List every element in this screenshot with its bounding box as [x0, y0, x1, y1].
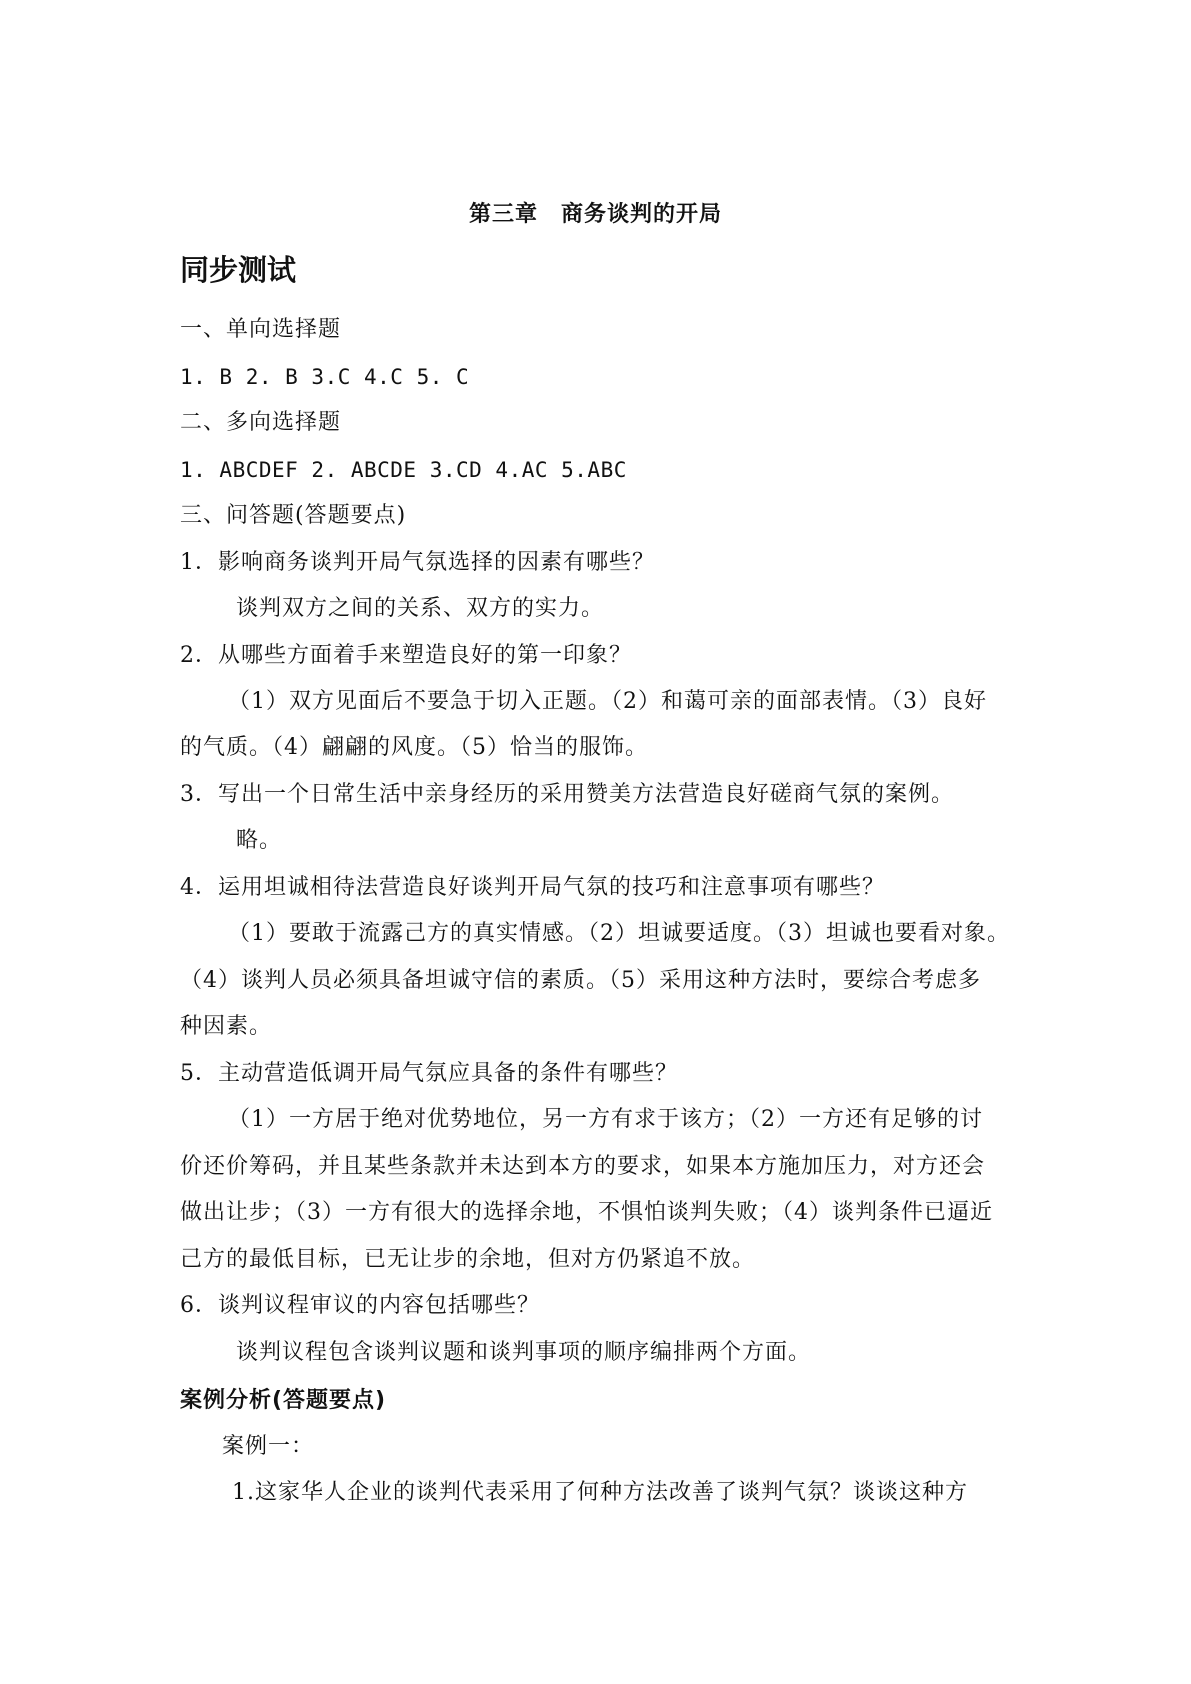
answer-4-line-1: （1）要敢于流露己方的真实情感。（2）坦诚要适度。（3）坦诚也要看对象。 [228, 921, 1010, 946]
answer-5-line-3: 做出让步；（3）一方有很大的选择余地，不惧怕谈判失败；（4）谈判条件已逼近 [180, 1200, 993, 1225]
case-analysis-heading: 案例分析(答题要点) [180, 1388, 387, 1413]
answer-2-line-1: （1）双方见面后不要急于切入正题。（2）和蔼可亲的面部表情。（3）良好 [228, 689, 987, 714]
answer-2-line-2: 的气质。（4）翩翩的风度。（5）恰当的服饰。 [180, 735, 648, 760]
question-5: 5．主动营造低调开局气氛应具备的条件有哪些？ [180, 1061, 678, 1086]
part1-answers: 1. B 2. B 3.C 4.C 5. C [180, 365, 470, 389]
question-2: 2．从哪些方面着手来塑造良好的第一印象？ [180, 643, 632, 668]
answer-6: 谈判议程包含谈判议题和谈判事项的顺序编排两个方面。 [236, 1340, 812, 1365]
question-4: 4．运用坦诚相待法营造良好谈判开局气氛的技巧和注意事项有哪些？ [180, 875, 885, 900]
part2-answers: 1. ABCDEF 2. ABCDE 3.CD 4.AC 5.ABC [180, 458, 627, 482]
answer-5-line-1: （1）一方居于绝对优势地位，另一方有求于该方；（2）一方还有足够的讨 [228, 1107, 983, 1132]
part3-heading: 三、问答题(答题要点) [180, 503, 407, 528]
case-1-label: 案例一： [222, 1434, 315, 1459]
part2-heading: 二、多向选择题 [180, 410, 342, 435]
question-3: 3．写出一个日常生活中亲身经历的采用赞美方法营造良好磋商气氛的案例。 [180, 782, 954, 807]
case-1-question-1: 1.这家华人企业的谈判代表采用了何种方法改善了谈判气氛？谈谈这种方 [232, 1480, 968, 1505]
part1-heading: 一、单向选择题 [180, 317, 342, 342]
answer-4-line-2: （4）谈判人员必须具备坦诚守信的素质。（5）采用这种方法时，要综合考虑多 [180, 968, 981, 993]
answer-4-line-3: 种因素。 [180, 1014, 273, 1039]
answer-3: 略。 [236, 828, 283, 853]
answer-5-line-4: 己方的最低目标，已无让步的余地，但对方仍紧追不放。 [180, 1247, 756, 1272]
answer-1: 谈判双方之间的关系、双方的实力。 [236, 596, 605, 621]
answer-5-line-2: 价还价筹码，并且某些条款并未达到本方的要求，如果本方施加压力，对方还会 [180, 1154, 986, 1179]
question-6: 6．谈判议程审议的内容包括哪些？ [180, 1293, 540, 1318]
chapter-title: 第三章 商务谈判的开局 [468, 202, 722, 227]
section-heading: 同步测试 [180, 253, 297, 287]
question-1: 1．影响商务谈判开局气氛选择的因素有哪些？ [180, 550, 655, 575]
